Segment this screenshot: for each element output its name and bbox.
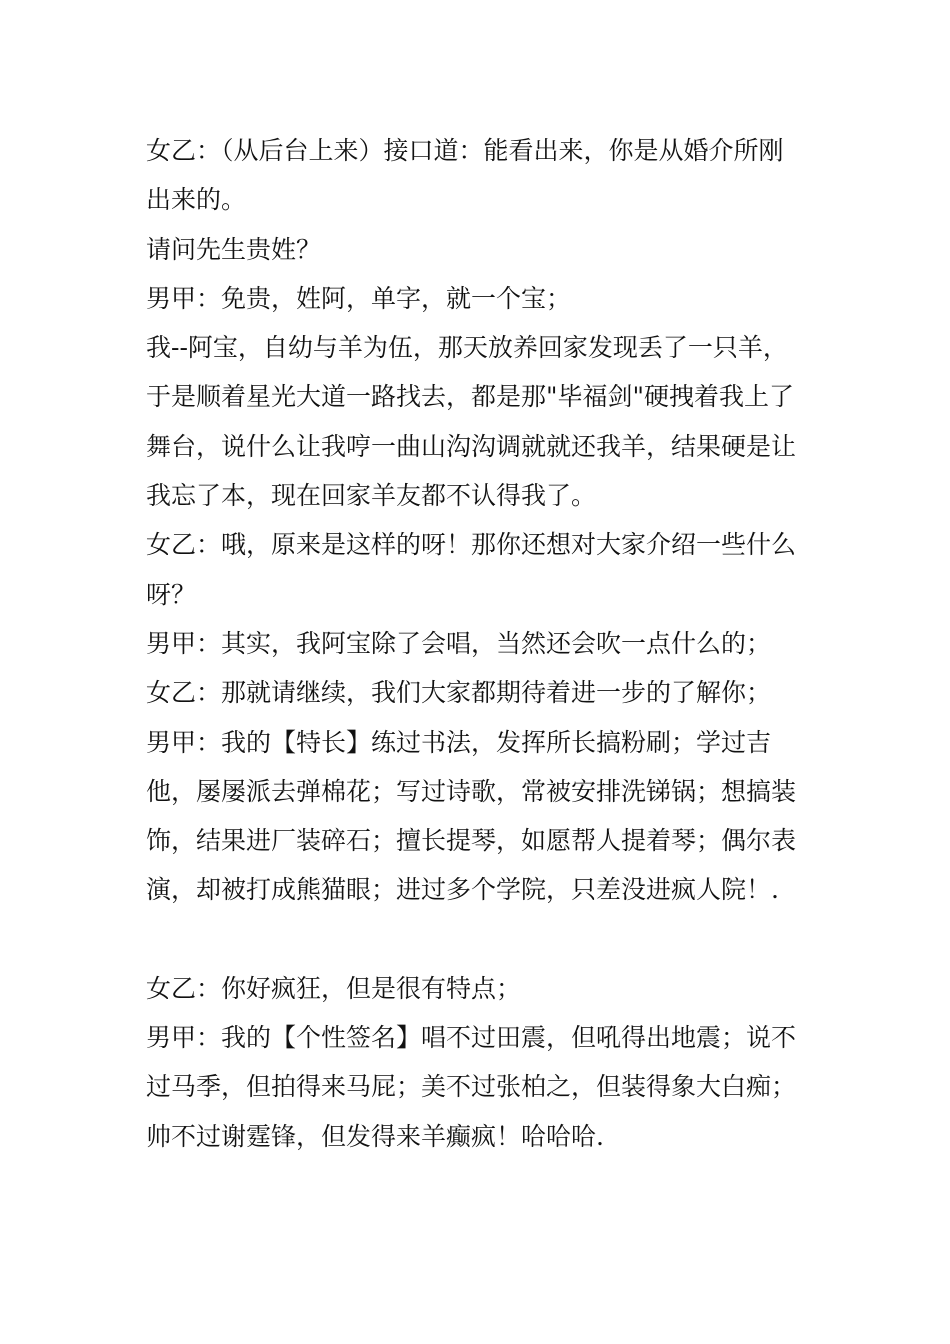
paragraph-dialogue: 男甲：我的【个性签名】唱不过田震，但吼得出地震；说不过马季，但拍得来马屁；美不过张柏之，但装得象大白痴；帅不过谢霆锋，但发得来羊癫疯！哈哈哈. <box>146 1023 797 1151</box>
paragraph-dialogue: 男甲：其实，我阿宝除了会唱，当然还会吹一点什么的； <box>146 628 772 658</box>
paragraph-dialogue: 女乙：（从后台上来）接口道：能看出来，你是从婚介所刚出来的。 <box>146 136 784 215</box>
paragraph-dialogue: 男甲：免贵，姓阿，单字，就一个宝； <box>146 283 572 313</box>
paragraph-dialogue: 女乙：那就请继续，我们大家都期待着进一步的了解你； <box>146 678 772 708</box>
paragraph-dialogue: 男甲：我的【特长】练过书法，发挥所长搞粉刷；学过吉他，屡屡派去弹棉花；写过诗歌，常被安排洗锑锅；想搞装饰，结果进厂装碎石；擅长提琴，如愿帮人提着琴；偶尔表演，却被打成熊猫眼；进过多个学院，只差没进疯人院！. <box>146 727 797 905</box>
paragraph-dialogue: 我--阿宝，自幼与羊为伍，那天放养回家发现丢了一只羊，于是顺着星光大道一路找去，都是那"毕福剑"硬拽着我上了舞台，说什么让我哼一曲山沟沟调就就还我羊，结果硬是让我忘了本，现在回家羊友都不认得我了。 <box>146 333 797 511</box>
paragraph-dialogue: 请问先生贵姓？ <box>146 234 322 264</box>
paragraph-dialogue: 女乙：你好疯狂，但是很有特点； <box>146 973 522 1003</box>
paragraph-dialogue: 女乙：哦，原来是这样的呀！那你还想对大家介绍一些什么呀？ <box>146 530 797 609</box>
document-body <box>146 126 796 1161</box>
